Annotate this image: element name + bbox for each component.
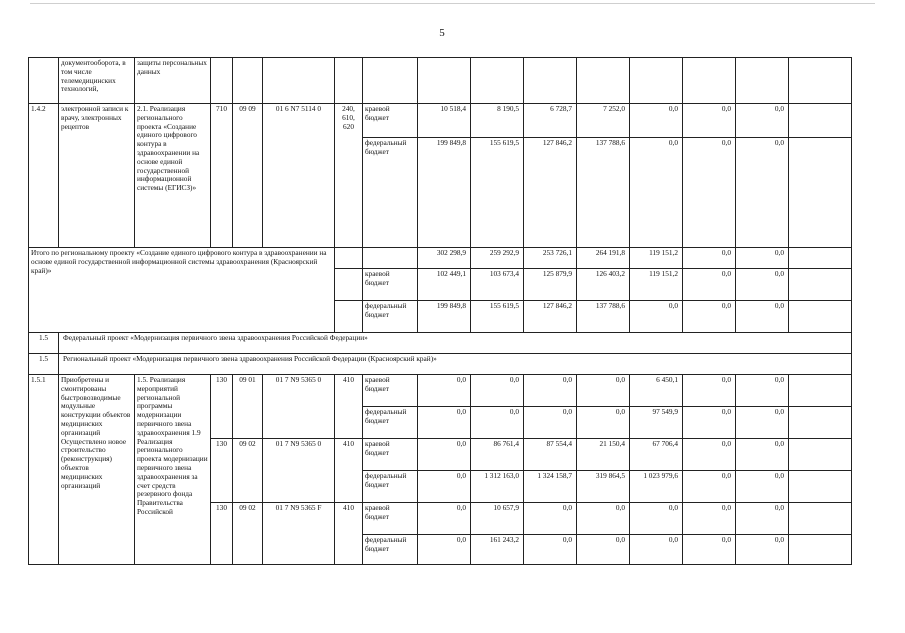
value-cell: 10 518,4 bbox=[418, 104, 471, 138]
value-cell: 8 190,5 bbox=[471, 104, 524, 138]
value-cell: 0,0 bbox=[683, 503, 736, 535]
funding-source: краевой бюджет bbox=[363, 503, 418, 535]
value-cell: 119 151,2 bbox=[630, 248, 683, 269]
value-cell: 0,0 bbox=[736, 407, 789, 439]
value-cell: 0,0 bbox=[524, 503, 577, 535]
cell bbox=[363, 58, 418, 104]
value-cell: 97 549,9 bbox=[630, 407, 683, 439]
value-cell: 0,0 bbox=[736, 503, 789, 535]
value-cell: 0,0 bbox=[736, 471, 789, 503]
value-cell: 1 023 979,6 bbox=[630, 471, 683, 503]
value-cell: 0,0 bbox=[577, 503, 630, 535]
table-row bbox=[29, 248, 852, 269]
top-rule bbox=[30, 3, 875, 4]
value-cell: 0,0 bbox=[736, 269, 789, 301]
cell bbox=[789, 58, 852, 104]
table-row bbox=[29, 333, 852, 354]
value-cell: 87 554,4 bbox=[524, 439, 577, 471]
cell bbox=[211, 58, 233, 104]
vr-code: 410 bbox=[335, 503, 363, 565]
cell bbox=[789, 104, 852, 138]
value-cell: 125 879,9 bbox=[524, 269, 577, 301]
vr-code: 240, 610, 620 bbox=[335, 104, 363, 248]
table-row bbox=[29, 104, 852, 138]
funding-source: федеральный бюджет bbox=[363, 407, 418, 439]
value-cell: 0,0 bbox=[683, 248, 736, 269]
measure-description: 1.5. Реализация мероприятий региональной программы модернизации первичного звена здравоохранения 1.9 Реализация регионального проекта модернизации первичного звена здравоохранения за счет средств резервного фонда Правительства Российской bbox=[135, 375, 211, 565]
value-cell: 199 849,8 bbox=[418, 301, 471, 333]
cell bbox=[789, 248, 852, 269]
value-cell: 6 728,7 bbox=[524, 104, 577, 138]
rzpr-code: 09 02 bbox=[233, 439, 263, 503]
funding-source: краевой бюджет bbox=[363, 269, 418, 301]
value-cell: 0,0 bbox=[683, 301, 736, 333]
value-cell: 264 191,8 bbox=[577, 248, 630, 269]
value-cell: 0,0 bbox=[683, 535, 736, 565]
value-cell: 0,0 bbox=[630, 138, 683, 248]
cell bbox=[789, 503, 852, 535]
value-cell: 0,0 bbox=[577, 535, 630, 565]
value-cell: 0,0 bbox=[736, 375, 789, 407]
funding-source: краевой бюджет bbox=[363, 104, 418, 138]
value-cell: 137 788,6 bbox=[577, 138, 630, 248]
grbs-code: 130 bbox=[211, 439, 233, 503]
value-cell: 0,0 bbox=[736, 535, 789, 565]
csr-code: 01 6 N7 5114 0 bbox=[263, 104, 335, 248]
funding-source: краевой бюджет bbox=[363, 439, 418, 471]
value-cell: 6 450,1 bbox=[630, 375, 683, 407]
cell bbox=[335, 248, 363, 269]
table-row bbox=[29, 354, 852, 375]
value-cell: 0,0 bbox=[418, 407, 471, 439]
rzpr-code: 09 02 bbox=[233, 503, 263, 565]
value-cell: 0,0 bbox=[418, 375, 471, 407]
value-cell: 0,0 bbox=[577, 407, 630, 439]
result-text: Приобретены и смонтированы быстровозводимые модульные конструкции объектов медицинских организаций Осуществлено новое строительство (реконструкция) объектов медицинских организаций bbox=[59, 375, 135, 565]
funding-source: федеральный бюджет bbox=[363, 138, 418, 248]
funding-source: федеральный бюджет bbox=[363, 301, 418, 333]
value-cell: 0,0 bbox=[418, 535, 471, 565]
value-cell: 0,0 bbox=[577, 375, 630, 407]
rzpr-code: 09 01 bbox=[233, 375, 263, 439]
vr-code: 410 bbox=[335, 375, 363, 439]
value-cell: 0,0 bbox=[630, 104, 683, 138]
value-cell: 0,0 bbox=[736, 248, 789, 269]
cell bbox=[29, 58, 59, 104]
value-cell: 0,0 bbox=[471, 407, 524, 439]
value-cell: 0,0 bbox=[683, 138, 736, 248]
funding-source bbox=[363, 248, 418, 269]
value-cell: 0,0 bbox=[683, 471, 736, 503]
cell bbox=[263, 58, 335, 104]
value-cell: 21 150,4 bbox=[577, 439, 630, 471]
value-cell: 127 846,2 bbox=[524, 138, 577, 248]
value-cell: 0,0 bbox=[418, 439, 471, 471]
cell: защиты персональных данных bbox=[135, 58, 211, 104]
value-cell: 253 726,1 bbox=[524, 248, 577, 269]
value-cell: 127 846,2 bbox=[524, 301, 577, 333]
value-cell: 155 619,5 bbox=[471, 138, 524, 248]
cell bbox=[233, 58, 263, 104]
value-cell: 102 449,1 bbox=[418, 269, 471, 301]
value-cell: 0,0 bbox=[736, 439, 789, 471]
value-cell: 103 673,4 bbox=[471, 269, 524, 301]
cell bbox=[789, 407, 852, 439]
value-cell: 0,0 bbox=[683, 407, 736, 439]
cell bbox=[335, 269, 363, 301]
budget-table bbox=[28, 57, 852, 565]
value-cell: 0,0 bbox=[471, 375, 524, 407]
value-cell: 86 761,4 bbox=[471, 439, 524, 471]
row-number: 1.5.1 bbox=[29, 375, 59, 565]
value-cell: 119 151,2 bbox=[630, 269, 683, 301]
cell bbox=[335, 58, 363, 104]
value-cell: 0,0 bbox=[736, 138, 789, 248]
cell bbox=[789, 535, 852, 565]
funding-source: краевой бюджет bbox=[363, 375, 418, 407]
cell bbox=[335, 301, 363, 333]
cell bbox=[683, 58, 736, 104]
cell bbox=[577, 58, 630, 104]
cell bbox=[789, 439, 852, 471]
cell bbox=[789, 301, 852, 333]
value-cell: 199 849,8 bbox=[418, 138, 471, 248]
section-number: 1.5 bbox=[29, 354, 59, 375]
funding-source: федеральный бюджет bbox=[363, 535, 418, 565]
grbs-code: 130 bbox=[211, 503, 233, 565]
value-cell: 1 312 163,0 bbox=[471, 471, 524, 503]
cell bbox=[471, 58, 524, 104]
value-cell: 0,0 bbox=[683, 439, 736, 471]
csr-code: 01 7 N9 5365 0 bbox=[263, 375, 335, 439]
funding-source: федеральный бюджет bbox=[363, 471, 418, 503]
value-cell: 302 298,9 bbox=[418, 248, 471, 269]
grbs-code: 130 bbox=[211, 375, 233, 439]
value-cell: 0,0 bbox=[524, 375, 577, 407]
table-row bbox=[29, 58, 852, 104]
result-text: электронной записи к врачу, электронных рецептов bbox=[59, 104, 135, 248]
measure-description: 2.1. Реализация регионального проекта «Создание единого цифрового контура в здравоохранении на основе единой государственной информационной системы (ЕГИСЗ)» bbox=[135, 104, 211, 248]
value-cell: 0,0 bbox=[418, 503, 471, 535]
cell bbox=[736, 58, 789, 104]
value-cell: 155 619,5 bbox=[471, 301, 524, 333]
vr-code: 410 bbox=[335, 439, 363, 503]
cell bbox=[789, 138, 852, 248]
value-cell: 1 324 158,7 bbox=[524, 471, 577, 503]
value-cell: 0,0 bbox=[418, 471, 471, 503]
value-cell: 0,0 bbox=[630, 503, 683, 535]
section-title: Региональный проект «Модернизация первичного звена здравоохранения Российской Федерации (Красноярский край)» bbox=[59, 354, 852, 375]
cell bbox=[418, 58, 471, 104]
value-cell: 137 788,6 bbox=[577, 301, 630, 333]
section-title: Федеральный проект «Модернизация первичного звена здравоохранения Российской Федерации» bbox=[59, 333, 852, 354]
value-cell: 10 657,9 bbox=[471, 503, 524, 535]
value-cell: 0,0 bbox=[683, 375, 736, 407]
value-cell: 126 403,2 bbox=[577, 269, 630, 301]
cell bbox=[789, 269, 852, 301]
table-row bbox=[29, 375, 852, 407]
rzpr-code: 09 09 bbox=[233, 104, 263, 248]
value-cell: 161 243,2 bbox=[471, 535, 524, 565]
value-cell: 0,0 bbox=[630, 301, 683, 333]
csr-code: 01 7 N9 5365 0 bbox=[263, 439, 335, 503]
value-cell: 0,0 bbox=[630, 535, 683, 565]
value-cell: 259 292,9 bbox=[471, 248, 524, 269]
cell bbox=[789, 471, 852, 503]
cell bbox=[789, 375, 852, 407]
grbs-code: 710 bbox=[211, 104, 233, 248]
cell bbox=[524, 58, 577, 104]
value-cell: 0,0 bbox=[736, 301, 789, 333]
cell: документооборота, в том числе телемедицинских технологий, bbox=[59, 58, 135, 104]
value-cell: 319 864,5 bbox=[577, 471, 630, 503]
value-cell: 0,0 bbox=[736, 104, 789, 138]
csr-code: 01 7 N9 5365 F bbox=[263, 503, 335, 565]
value-cell: 0,0 bbox=[524, 535, 577, 565]
value-cell: 0,0 bbox=[683, 269, 736, 301]
cell bbox=[630, 58, 683, 104]
section-number: 1.5 bbox=[29, 333, 59, 354]
value-cell: 67 706,4 bbox=[630, 439, 683, 471]
total-label: Итого по региональному проекту «Создание единого цифрового контура в здравоохранении на основе единой государственной информационной системы здравоохранения (Красноярский край)» bbox=[29, 248, 335, 333]
page-number: 5 bbox=[439, 27, 445, 39]
row-number: 1.4.2 bbox=[29, 104, 59, 248]
value-cell: 0,0 bbox=[524, 407, 577, 439]
value-cell: 0,0 bbox=[683, 104, 736, 138]
value-cell: 7 252,0 bbox=[577, 104, 630, 138]
